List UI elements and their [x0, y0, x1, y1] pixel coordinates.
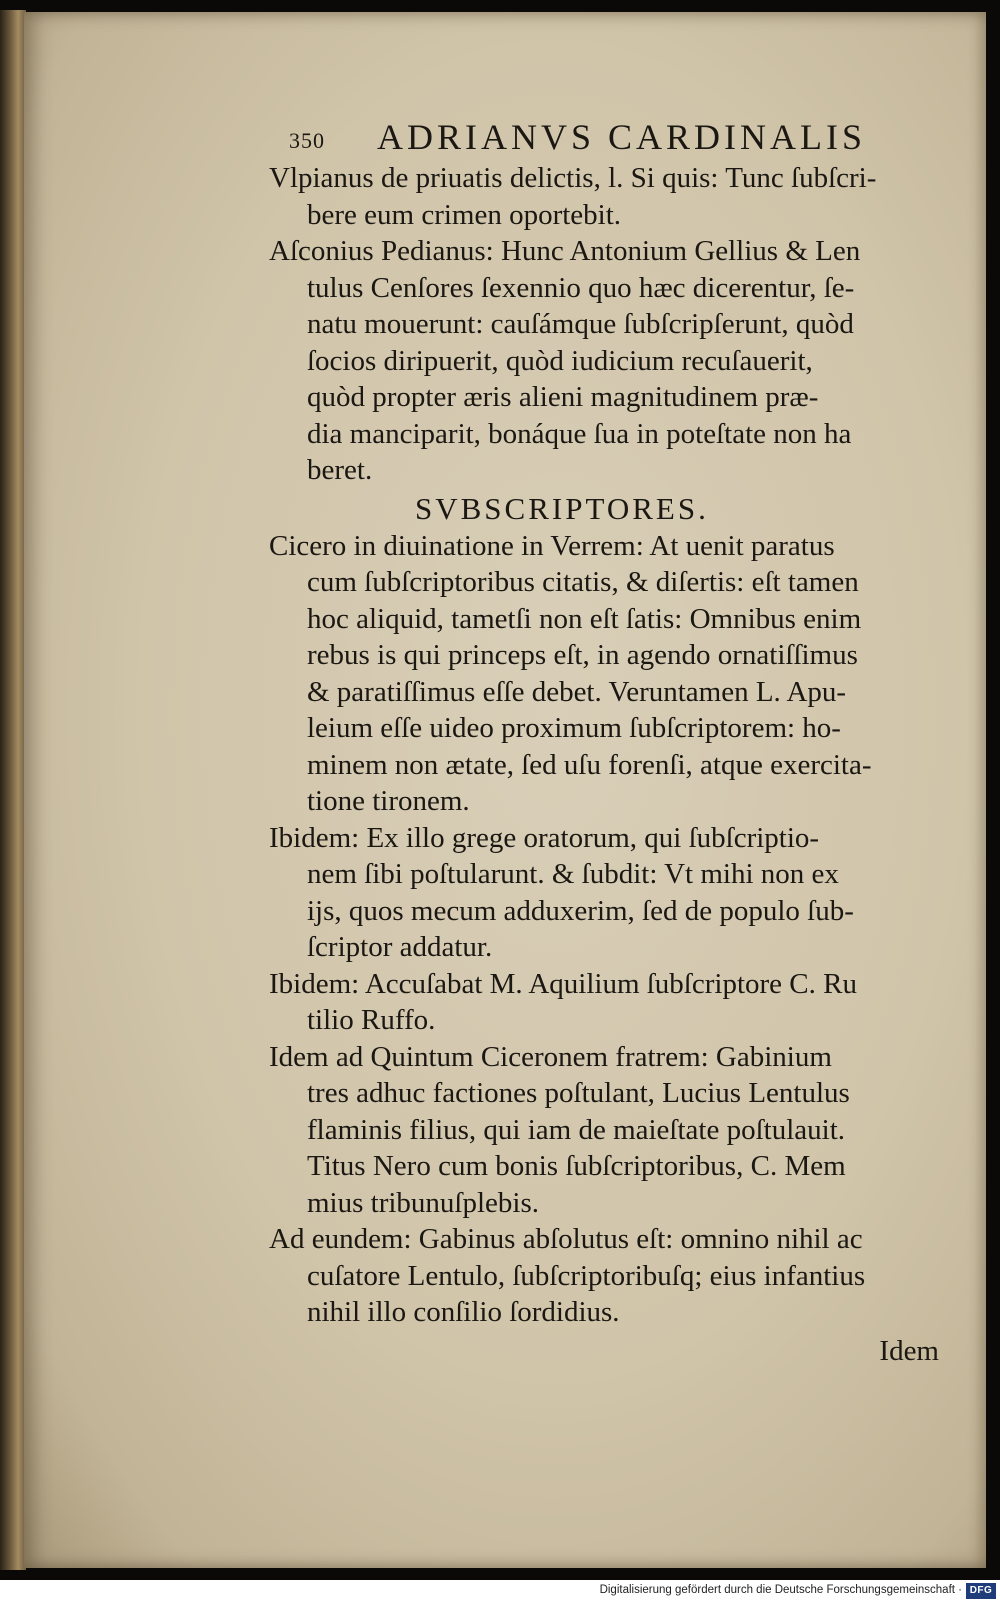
entry-cicero-verrem [269, 528, 959, 820]
text-line: Ad eundem: Gabinus abſolutus eſt: omnino nihil ac [269, 1223, 863, 1255]
text-line: bere eum crimen oportebit. [307, 198, 622, 231]
text-line: Aſconius Pedianus: Hunc Antonium Gellius & Len [269, 235, 861, 267]
book-page [24, 12, 986, 1568]
text-line: ſocios diripuerit, quòd iudicium recuſauerit, [307, 344, 813, 377]
page-text-area [269, 116, 959, 1369]
section-heading: SVBSCRIPTORES. [415, 490, 709, 526]
text-line: nihil illo conſilio ſordidius. [307, 1296, 620, 1328]
text-line: tres adhuc factiones poſtulant, Lucius Lentulus [307, 1077, 850, 1109]
catchword: Idem [879, 1334, 939, 1367]
book-edge [0, 10, 26, 1570]
text-line: beret. [307, 454, 373, 486]
text-line: ſcriptor addatur. [307, 931, 493, 963]
text-line: ijs, quos mecum adduxerim, ſed de populo ſub- [307, 894, 854, 927]
text-line: Idem ad Quintum Ciceronem fratrem: Gabinium [269, 1040, 832, 1073]
text-line: cum ſubſcriptoribus citatis, & diſertis: eſt tamen [307, 566, 859, 598]
text-line: Ibidem: Accuſabat M. Aquilium ſubſcriptore C. Ru [269, 967, 857, 1000]
text-line: tulus Cenſores ſexennio quo hæc dicerentur, ſe- [307, 271, 855, 304]
text-line: natu mouerunt: cauſámque ſubſcripſerunt, quòd [307, 308, 854, 340]
entry-asconius [269, 233, 959, 489]
text-line: quòd propter æris alieni magnitudinem præ- [307, 381, 819, 413]
text-line: cuſatore Lentulo, ſubſcriptoribuſq; eius infantius [307, 1259, 866, 1292]
text-line: dia manciparit, bonáque ſua in poteſtate non ha [307, 417, 852, 450]
text-line: nem ſibi poſtularunt. & ſubdit: Vt mihi non ex [307, 858, 839, 890]
entry-idem-quintum [269, 1039, 959, 1222]
text-line: Ibidem: Ex illo grege oratorum, qui ſubſcriptio- [269, 821, 820, 854]
text-line: tione tironem. [307, 785, 470, 817]
text-line: hoc aliquid, tametſi non eſt ſatis: Omnibus enim [307, 602, 862, 635]
text-line: leium eſſe uideo proximum ſubſcriptorem: ho- [307, 712, 841, 744]
text-line: Vlpianus de priuatis delictis, l. Si quis: Tunc ſubſcri- [269, 162, 877, 194]
funding-credit: Digitalisierung gefördert durch die Deutsche Forschungsgemeinschaft · [599, 1584, 962, 1596]
entry-ulpianus [269, 160, 959, 233]
footer-bar [0, 1580, 1000, 1603]
entry-ad-eundem [269, 1221, 959, 1331]
text-line: Titus Nero cum bonis ſubſcriptoribus, C. Mem [307, 1150, 846, 1182]
text-line: rebus is qui princeps eſt, in agendo ornatiſſimus [307, 639, 858, 671]
text-line: mius tribunuſplebis. [307, 1186, 539, 1219]
dfg-logo: DFG [966, 1583, 996, 1599]
text-line: & paratiſſimus eſſe debet. Veruntamen L. Apu- [307, 675, 847, 708]
text-line: flaminis filius, qui iam de maieſtate poſtulauit. [307, 1113, 846, 1146]
text-line: minem non ætate, ſed uſu forenſi, atque exercita- [307, 748, 872, 781]
text-line: Cicero in diuinatione in Verrem: At uenit paratus [269, 529, 835, 562]
page-header [269, 116, 959, 158]
running-title: ADRIANVS CARDINALIS [377, 117, 867, 157]
entry-ibidem-2 [269, 966, 959, 1039]
page-number: 350 [289, 128, 325, 153]
entry-ibidem-1 [269, 820, 959, 966]
text-line: tilio Ruffo. [307, 1004, 436, 1036]
